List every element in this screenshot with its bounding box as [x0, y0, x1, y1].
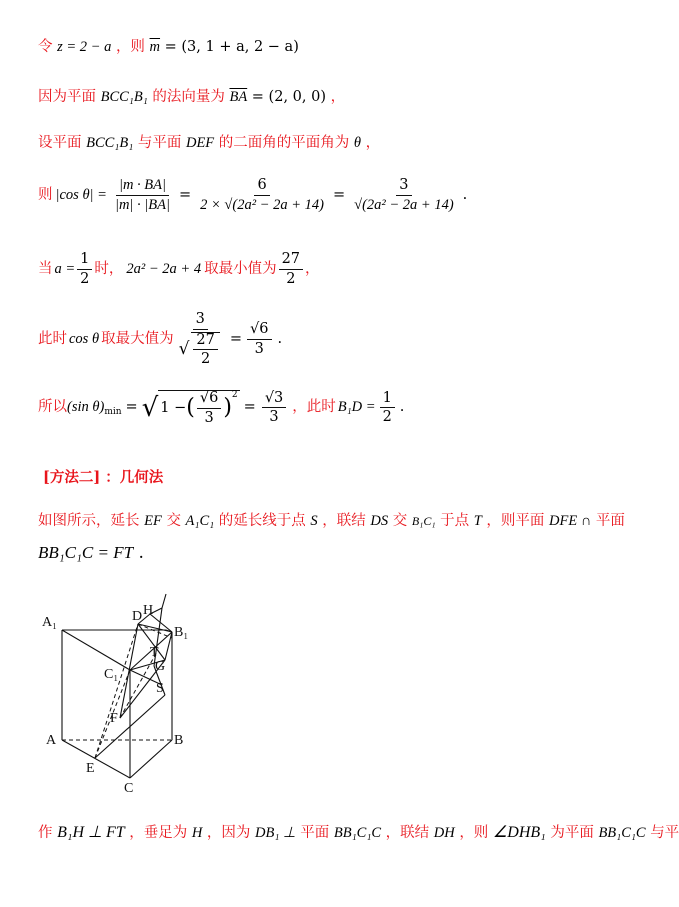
- fraction: [351, 178, 457, 212]
- math-expr: |cos θ| =: [55, 186, 107, 203]
- text: ，联结: [385, 825, 430, 841]
- period: .: [462, 186, 468, 203]
- label-C1: C₁: [104, 667, 119, 682]
- label-A: A: [46, 733, 57, 748]
- text: 于点: [440, 513, 470, 529]
- numerator: 27: [193, 333, 217, 351]
- math-expr: B₁H ⊥ FT: [57, 824, 125, 841]
- text-line-7: [38, 390, 404, 425]
- math-expr: a =: [54, 260, 76, 277]
- numerator: 1: [380, 391, 395, 409]
- text: 作: [38, 825, 53, 841]
- numerator: 3: [396, 178, 411, 196]
- text: 的延长线于点: [218, 513, 306, 529]
- text: ，垂足为: [129, 825, 188, 841]
- text-line-3: [38, 136, 380, 151]
- text: ，因为: [206, 825, 251, 841]
- denominator: 3: [254, 340, 264, 357]
- math-expr: B₁D =: [337, 399, 376, 416]
- text: 时，: [94, 260, 124, 277]
- period: .: [277, 331, 283, 347]
- text: 的二面角的平面角为: [218, 135, 350, 151]
- text: 设平面: [38, 135, 82, 151]
- superscript: 2: [231, 390, 238, 400]
- fraction: [279, 252, 303, 286]
- fraction: [262, 391, 286, 425]
- text: 则: [38, 186, 53, 203]
- text-line-5: [38, 252, 320, 286]
- fraction: [112, 178, 173, 212]
- plane-name: BB₁C₁C: [598, 825, 646, 841]
- label-E: E: [86, 761, 95, 776]
- numerator: 6: [254, 178, 269, 196]
- equals-sign: =: [243, 399, 256, 416]
- math-expr: cos θ: [69, 331, 100, 347]
- fraction: [197, 178, 327, 212]
- text-line-10: [38, 544, 144, 562]
- text: 交: [392, 513, 408, 529]
- text-line-2: [38, 90, 345, 105]
- denominator: 3: [269, 409, 279, 425]
- segment: EF: [144, 513, 162, 529]
- text: ，此时: [292, 399, 336, 416]
- text: 因为平面: [38, 89, 96, 105]
- text: 此时: [38, 331, 67, 347]
- equals-sign: =: [125, 399, 138, 416]
- label-G: G: [155, 659, 166, 674]
- denominator: 2: [286, 270, 296, 287]
- method-title: [方法二] ：几何法: [43, 469, 164, 486]
- period: .: [138, 543, 144, 563]
- segment: A₁C₁: [185, 513, 215, 529]
- point: H: [191, 825, 203, 841]
- math-expr: = (2, 0, 0): [251, 89, 326, 105]
- denominator: 2: [80, 270, 90, 287]
- text: 取最大值为: [101, 331, 174, 347]
- text: 交: [166, 513, 181, 529]
- numerator: 1: [77, 252, 92, 270]
- math-expr: = (3, 1 + a, 2 − a): [164, 39, 299, 55]
- prism-figure: [40, 590, 260, 810]
- plane-name: BCC₁B₁: [86, 135, 134, 151]
- text: 如图所示，延长: [38, 513, 140, 529]
- segment: DS: [370, 513, 389, 529]
- segment: B₁C₁: [411, 514, 436, 528]
- radical-sign: √: [141, 392, 159, 423]
- text: ，联结: [322, 513, 366, 529]
- denominator: [176, 330, 225, 367]
- fraction: [197, 391, 221, 425]
- label-T: T: [150, 645, 159, 660]
- theta: θ: [353, 135, 361, 151]
- numerator: √6: [197, 391, 221, 409]
- fraction: [247, 322, 271, 356]
- text-line-6: [38, 312, 282, 367]
- text: 取最小值为: [204, 260, 277, 277]
- fraction: [77, 252, 92, 286]
- text: ，则: [459, 825, 489, 841]
- text: 与平: [650, 825, 679, 841]
- vector-m: $\overline{m}$: [149, 39, 161, 55]
- text-line-11: [38, 825, 679, 841]
- numerator: 3: [193, 312, 208, 330]
- plane-name: BB₁C₁C: [333, 825, 382, 841]
- label-A1: A₁: [42, 615, 57, 630]
- label-D: D: [132, 609, 143, 624]
- text: 平面: [300, 825, 330, 841]
- denominator: 2 × √(2a² − 2a + 14): [200, 196, 324, 213]
- denominator: 3: [204, 409, 214, 426]
- numerator: |m · BA|: [116, 178, 169, 196]
- denominator: |m| · |BA|: [114, 196, 170, 213]
- text: 为平面: [550, 825, 594, 841]
- numerator: √6: [247, 322, 271, 340]
- math-expr: 1 −: [160, 399, 187, 416]
- text: 平面: [595, 513, 625, 529]
- text: ，: [305, 260, 320, 277]
- math-expr: DB₁ ⊥: [255, 825, 296, 841]
- text: ，: [365, 135, 381, 151]
- denominator: 2: [201, 351, 211, 367]
- numerator: √3: [262, 391, 286, 409]
- vector-ba: $\overline{BA}$: [229, 89, 248, 105]
- label-F: F: [110, 711, 118, 726]
- text-line-4: 则 |cos θ| = $\frac{|m \cdot BA|}{|m| \cdot |BA|}$ = $\frac{6}{\text{2 × √(2a² − 2a + 14)}}$ = $\frac{3}{\text{√(2a² − 2a + 14)}}$ .: [38, 177, 468, 213]
- label-C: C: [124, 781, 134, 796]
- text: ，则: [115, 39, 145, 55]
- plane-name: DEF: [185, 135, 215, 151]
- point: T: [473, 513, 482, 529]
- math-expr: BB₁C₁C = FT: [38, 543, 134, 562]
- equals-sign: =: [229, 331, 243, 347]
- denominator: 2: [382, 409, 392, 425]
- text: ，则平面: [486, 513, 545, 529]
- text: 令: [38, 39, 53, 55]
- text: ，: [330, 89, 346, 105]
- math-expr: DFE ∩: [549, 513, 592, 529]
- math-expr: z = 2 − a: [57, 39, 112, 55]
- numerator: 27: [279, 252, 303, 270]
- period: .: [399, 399, 405, 416]
- fraction: [191, 332, 219, 367]
- label-B1: B₁: [174, 625, 189, 640]
- text: 的法向量为: [152, 89, 225, 105]
- angle: ∠DHB₁: [492, 824, 546, 841]
- plane-name: BCC₁B₁: [100, 89, 148, 105]
- subscript: min: [104, 407, 122, 417]
- text-line-1: [38, 40, 299, 55]
- text-line-9: [38, 514, 625, 529]
- text: 所以: [38, 399, 67, 416]
- math-expr: 2a² − 2a + 4: [126, 260, 202, 277]
- text: 当: [38, 260, 53, 277]
- text: 与平面: [137, 135, 182, 151]
- label-S: S: [156, 681, 164, 696]
- fraction: [176, 312, 225, 367]
- label-H: H: [143, 603, 154, 618]
- label-B: B: [174, 733, 184, 748]
- radical-sign: √: [178, 338, 190, 359]
- point: S: [310, 513, 318, 529]
- math-expr: (sin θ): [67, 399, 105, 416]
- radicand: 1 − ( $\frac{√6}{3}$ ) $^2$: [160, 390, 238, 426]
- fraction: [380, 391, 395, 425]
- denominator: √(2a² − 2a + 14): [354, 196, 454, 213]
- segment: DH: [433, 825, 455, 841]
